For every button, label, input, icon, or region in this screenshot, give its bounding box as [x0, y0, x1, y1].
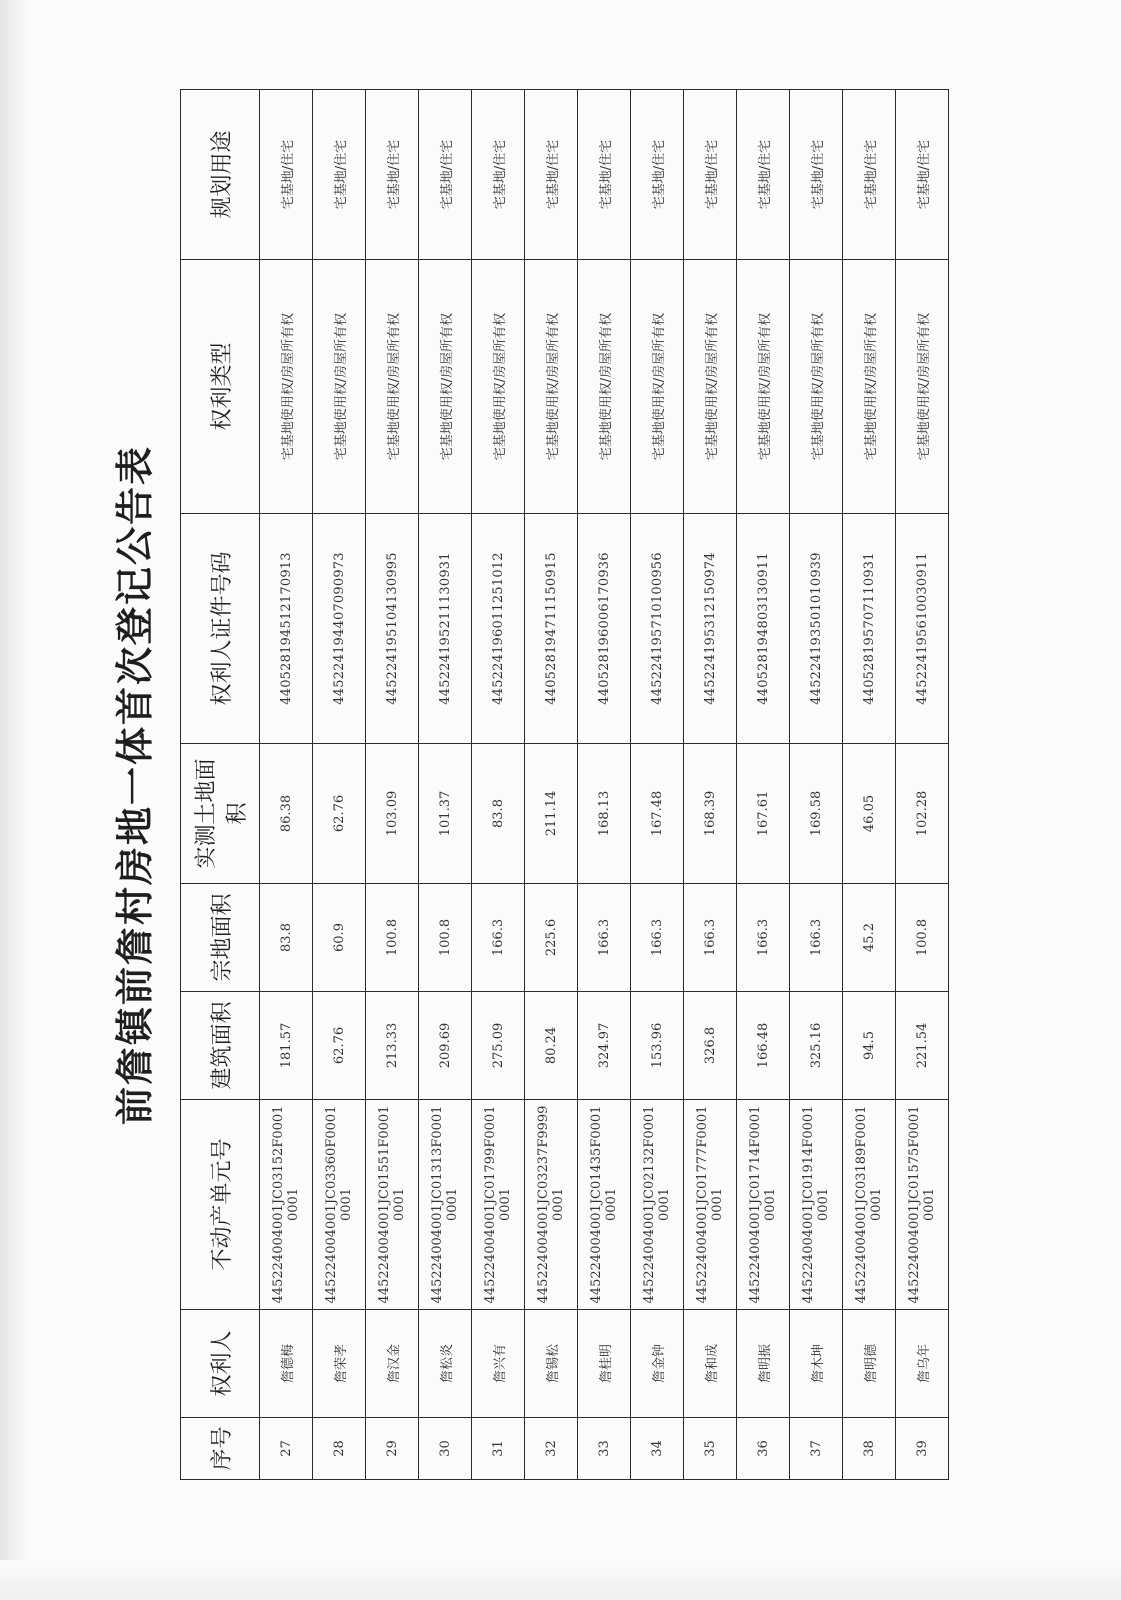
right-type-cell: 宅基地使用权/房屋所有权 — [472, 260, 525, 514]
cert-cell: 440528194803130911 — [737, 514, 790, 744]
surveyed-area-cell: 62.76 — [313, 744, 366, 884]
unit-cell: 445224004001JC01313F00010001 — [419, 1100, 472, 1310]
seq-cell: 32 — [525, 1418, 578, 1480]
table-row — [260, 90, 313, 1480]
holder-cell: 詹明振 — [737, 1310, 790, 1418]
surveyed-area-cell: 167.61 — [737, 744, 790, 884]
table-row — [896, 90, 949, 1480]
cert-cell: 445224195211130931 — [419, 514, 472, 744]
seq-cell: 35 — [684, 1418, 737, 1480]
holder-cell: 詹和成 — [684, 1310, 737, 1418]
cert-cell: 445224194407090973 — [313, 514, 366, 744]
table-row — [684, 90, 737, 1480]
table-row — [525, 90, 578, 1480]
planned-use-cell: 宅基地/住宅 — [843, 90, 896, 260]
seq-cell: 29 — [366, 1418, 419, 1480]
holder-cell: 詹锡松 — [525, 1310, 578, 1418]
building-area-cell: 166.48 — [737, 992, 790, 1100]
seq-cell: 31 — [472, 1418, 525, 1480]
parcel-area-cell: 100.8 — [366, 884, 419, 992]
parcel-area-cell: 83.8 — [260, 884, 313, 992]
holder-cell: 詹德梅 — [260, 1310, 313, 1418]
holder-cell: 詹汉金 — [366, 1310, 419, 1418]
parcel-area-cell: 166.3 — [790, 884, 843, 992]
cert-cell: 440528196006170936 — [578, 514, 631, 744]
holder-cell: 詹桂明 — [578, 1310, 631, 1418]
announcement-table — [180, 89, 949, 1480]
building-area-cell: 221.54 — [896, 992, 949, 1100]
building-area-cell: 80.24 — [525, 992, 578, 1100]
unit-cell: 445224004001JC01714F00010001 — [737, 1100, 790, 1310]
building-area-cell: 153.96 — [631, 992, 684, 1100]
cert-cell: 445224195710100956 — [631, 514, 684, 744]
table-row — [737, 90, 790, 1480]
scan-edge-shadow — [0, 0, 28, 1600]
table-row — [631, 90, 684, 1480]
cert-cell: 440528194512170913 — [260, 514, 313, 744]
unit-cell: 445224004001JC03189F00010001 — [843, 1100, 896, 1310]
table-row — [313, 90, 366, 1480]
parcel-area-cell: 166.3 — [737, 884, 790, 992]
parcel-area-cell: 100.8 — [419, 884, 472, 992]
seq-cell: 39 — [896, 1418, 949, 1480]
parcel-area-cell: 166.3 — [578, 884, 631, 992]
parcel-area-cell: 45.2 — [843, 884, 896, 992]
header-surveyed-area: 实测土地面积 — [181, 744, 260, 884]
surveyed-area-cell: 83.8 — [472, 744, 525, 884]
building-area-cell: 181.57 — [260, 992, 313, 1100]
right-type-cell: 宅基地使用权/房屋所有权 — [419, 260, 472, 514]
parcel-area-cell: 100.8 — [896, 884, 949, 992]
planned-use-cell: 宅基地/住宅 — [790, 90, 843, 260]
building-area-cell: 326.8 — [684, 992, 737, 1100]
seq-cell: 38 — [843, 1418, 896, 1480]
planned-use-cell: 宅基地/住宅 — [578, 90, 631, 260]
cert-cell: 440528195707110931 — [843, 514, 896, 744]
unit-cell: 445224004001JC01914F00010001 — [790, 1100, 843, 1310]
parcel-area-cell: 225.6 — [525, 884, 578, 992]
header-holder: 权利人 — [181, 1310, 260, 1418]
unit-cell: 445224004001JC02132F00010001 — [631, 1100, 684, 1310]
building-area-cell: 324.97 — [578, 992, 631, 1100]
surveyed-area-cell: 167.48 — [631, 744, 684, 884]
cert-cell: 445224195610030911 — [896, 514, 949, 744]
header-seq: 序号 — [181, 1418, 260, 1480]
right-type-cell: 宅基地使用权/房屋所有权 — [260, 260, 313, 514]
seq-cell: 28 — [313, 1418, 366, 1480]
table-row — [472, 90, 525, 1480]
cert-cell: 440528194711150915 — [525, 514, 578, 744]
right-type-cell: 宅基地使用权/房屋所有权 — [737, 260, 790, 514]
right-type-cell: 宅基地使用权/房屋所有权 — [525, 260, 578, 514]
building-area-cell: 325.16 — [790, 992, 843, 1100]
header-unit: 不动产单元号 — [181, 1100, 260, 1310]
right-type-cell: 宅基地使用权/房屋所有权 — [896, 260, 949, 514]
header-parcel-area: 宗地面积 — [181, 884, 260, 992]
parcel-area-cell: 166.3 — [472, 884, 525, 992]
header-row — [181, 90, 260, 1480]
rotated-sheet — [100, 90, 950, 1480]
parcel-area-cell: 60.9 — [313, 884, 366, 992]
parcel-area-cell: 166.3 — [684, 884, 737, 992]
table-body — [260, 90, 949, 1480]
unit-cell: 445224004001JC01551F00010001 — [366, 1100, 419, 1310]
surveyed-area-cell: 169.58 — [790, 744, 843, 884]
surveyed-area-cell: 168.13 — [578, 744, 631, 884]
scan-bottom-shadow — [0, 1560, 1121, 1600]
unit-cell: 445224004001JC01777F00010001 — [684, 1100, 737, 1310]
table-row — [843, 90, 896, 1480]
unit-cell: 445224004001JC03360F00010001 — [313, 1100, 366, 1310]
surveyed-area-cell: 46.05 — [843, 744, 896, 884]
planned-use-cell: 宅基地/住宅 — [366, 90, 419, 260]
seq-cell: 34 — [631, 1418, 684, 1480]
planned-use-cell: 宅基地/住宅 — [260, 90, 313, 260]
table-row — [419, 90, 472, 1480]
building-area-cell: 213.33 — [366, 992, 419, 1100]
holder-cell: 詹明德 — [843, 1310, 896, 1418]
planned-use-cell: 宅基地/住宅 — [472, 90, 525, 260]
holder-cell: 詹松炎 — [419, 1310, 472, 1418]
seq-cell: 37 — [790, 1418, 843, 1480]
surveyed-area-cell: 103.09 — [366, 744, 419, 884]
table-row — [578, 90, 631, 1480]
seq-cell: 30 — [419, 1418, 472, 1480]
planned-use-cell: 宅基地/住宅 — [419, 90, 472, 260]
right-type-cell: 宅基地使用权/房屋所有权 — [790, 260, 843, 514]
right-type-cell: 宅基地使用权/房屋所有权 — [684, 260, 737, 514]
right-type-cell: 宅基地使用权/房屋所有权 — [578, 260, 631, 514]
surveyed-area-cell: 168.39 — [684, 744, 737, 884]
building-area-cell: 209.69 — [419, 992, 472, 1100]
unit-cell: 445224004001JC03152F00010001 — [260, 1100, 313, 1310]
building-area-cell: 94.5 — [843, 992, 896, 1100]
surveyed-area-cell: 86.38 — [260, 744, 313, 884]
planned-use-cell: 宅基地/住宅 — [737, 90, 790, 260]
surveyed-area-cell: 101.37 — [419, 744, 472, 884]
header-right-type: 权利类型 — [181, 260, 260, 514]
unit-cell: 445224004001JC01435F00010001 — [578, 1100, 631, 1310]
holder-cell: 詹乌年 — [896, 1310, 949, 1418]
cert-cell: 445224193501010939 — [790, 514, 843, 744]
cert-cell: 445224195312150974 — [684, 514, 737, 744]
seq-cell: 36 — [737, 1418, 790, 1480]
planned-use-cell: 宅基地/住宅 — [896, 90, 949, 260]
surveyed-area-cell: 211.14 — [525, 744, 578, 884]
holder-cell: 詹金钟 — [631, 1310, 684, 1418]
surveyed-area-cell: 102.28 — [896, 744, 949, 884]
page-title: 前詹镇前詹村房地一体首次登记公告表 — [112, 445, 157, 1126]
right-type-cell: 宅基地使用权/房屋所有权 — [631, 260, 684, 514]
planned-use-cell: 宅基地/住宅 — [525, 90, 578, 260]
table-row — [366, 90, 419, 1480]
holder-cell: 詹兴有 — [472, 1310, 525, 1418]
holder-cell: 詹木坤 — [790, 1310, 843, 1418]
table-row — [790, 90, 843, 1480]
planned-use-cell: 宅基地/住宅 — [684, 90, 737, 260]
planned-use-cell: 宅基地/住宅 — [631, 90, 684, 260]
cert-cell: 445224196011251012 — [472, 514, 525, 744]
holder-cell: 詹荣孝 — [313, 1310, 366, 1418]
unit-cell: 445224004001JC01799F00010001 — [472, 1100, 525, 1310]
header-cert: 权利人证件号码 — [181, 514, 260, 744]
planned-use-cell: 宅基地/住宅 — [313, 90, 366, 260]
unit-cell: 445224004001JC03237F99990001 — [525, 1100, 578, 1310]
building-area-cell: 62.76 — [313, 992, 366, 1100]
header-planned-use: 规划用途 — [181, 90, 260, 260]
unit-cell: 445224004001JC01575F00010001 — [896, 1100, 949, 1310]
parcel-area-cell: 166.3 — [631, 884, 684, 992]
seq-cell: 27 — [260, 1418, 313, 1480]
seq-cell: 33 — [578, 1418, 631, 1480]
cert-cell: 445224195104130995 — [366, 514, 419, 744]
right-type-cell: 宅基地使用权/房屋所有权 — [313, 260, 366, 514]
header-building-area: 建筑面积 — [181, 992, 260, 1100]
building-area-cell: 275.09 — [472, 992, 525, 1100]
right-type-cell: 宅基地使用权/房屋所有权 — [366, 260, 419, 514]
right-type-cell: 宅基地使用权/房屋所有权 — [843, 260, 896, 514]
